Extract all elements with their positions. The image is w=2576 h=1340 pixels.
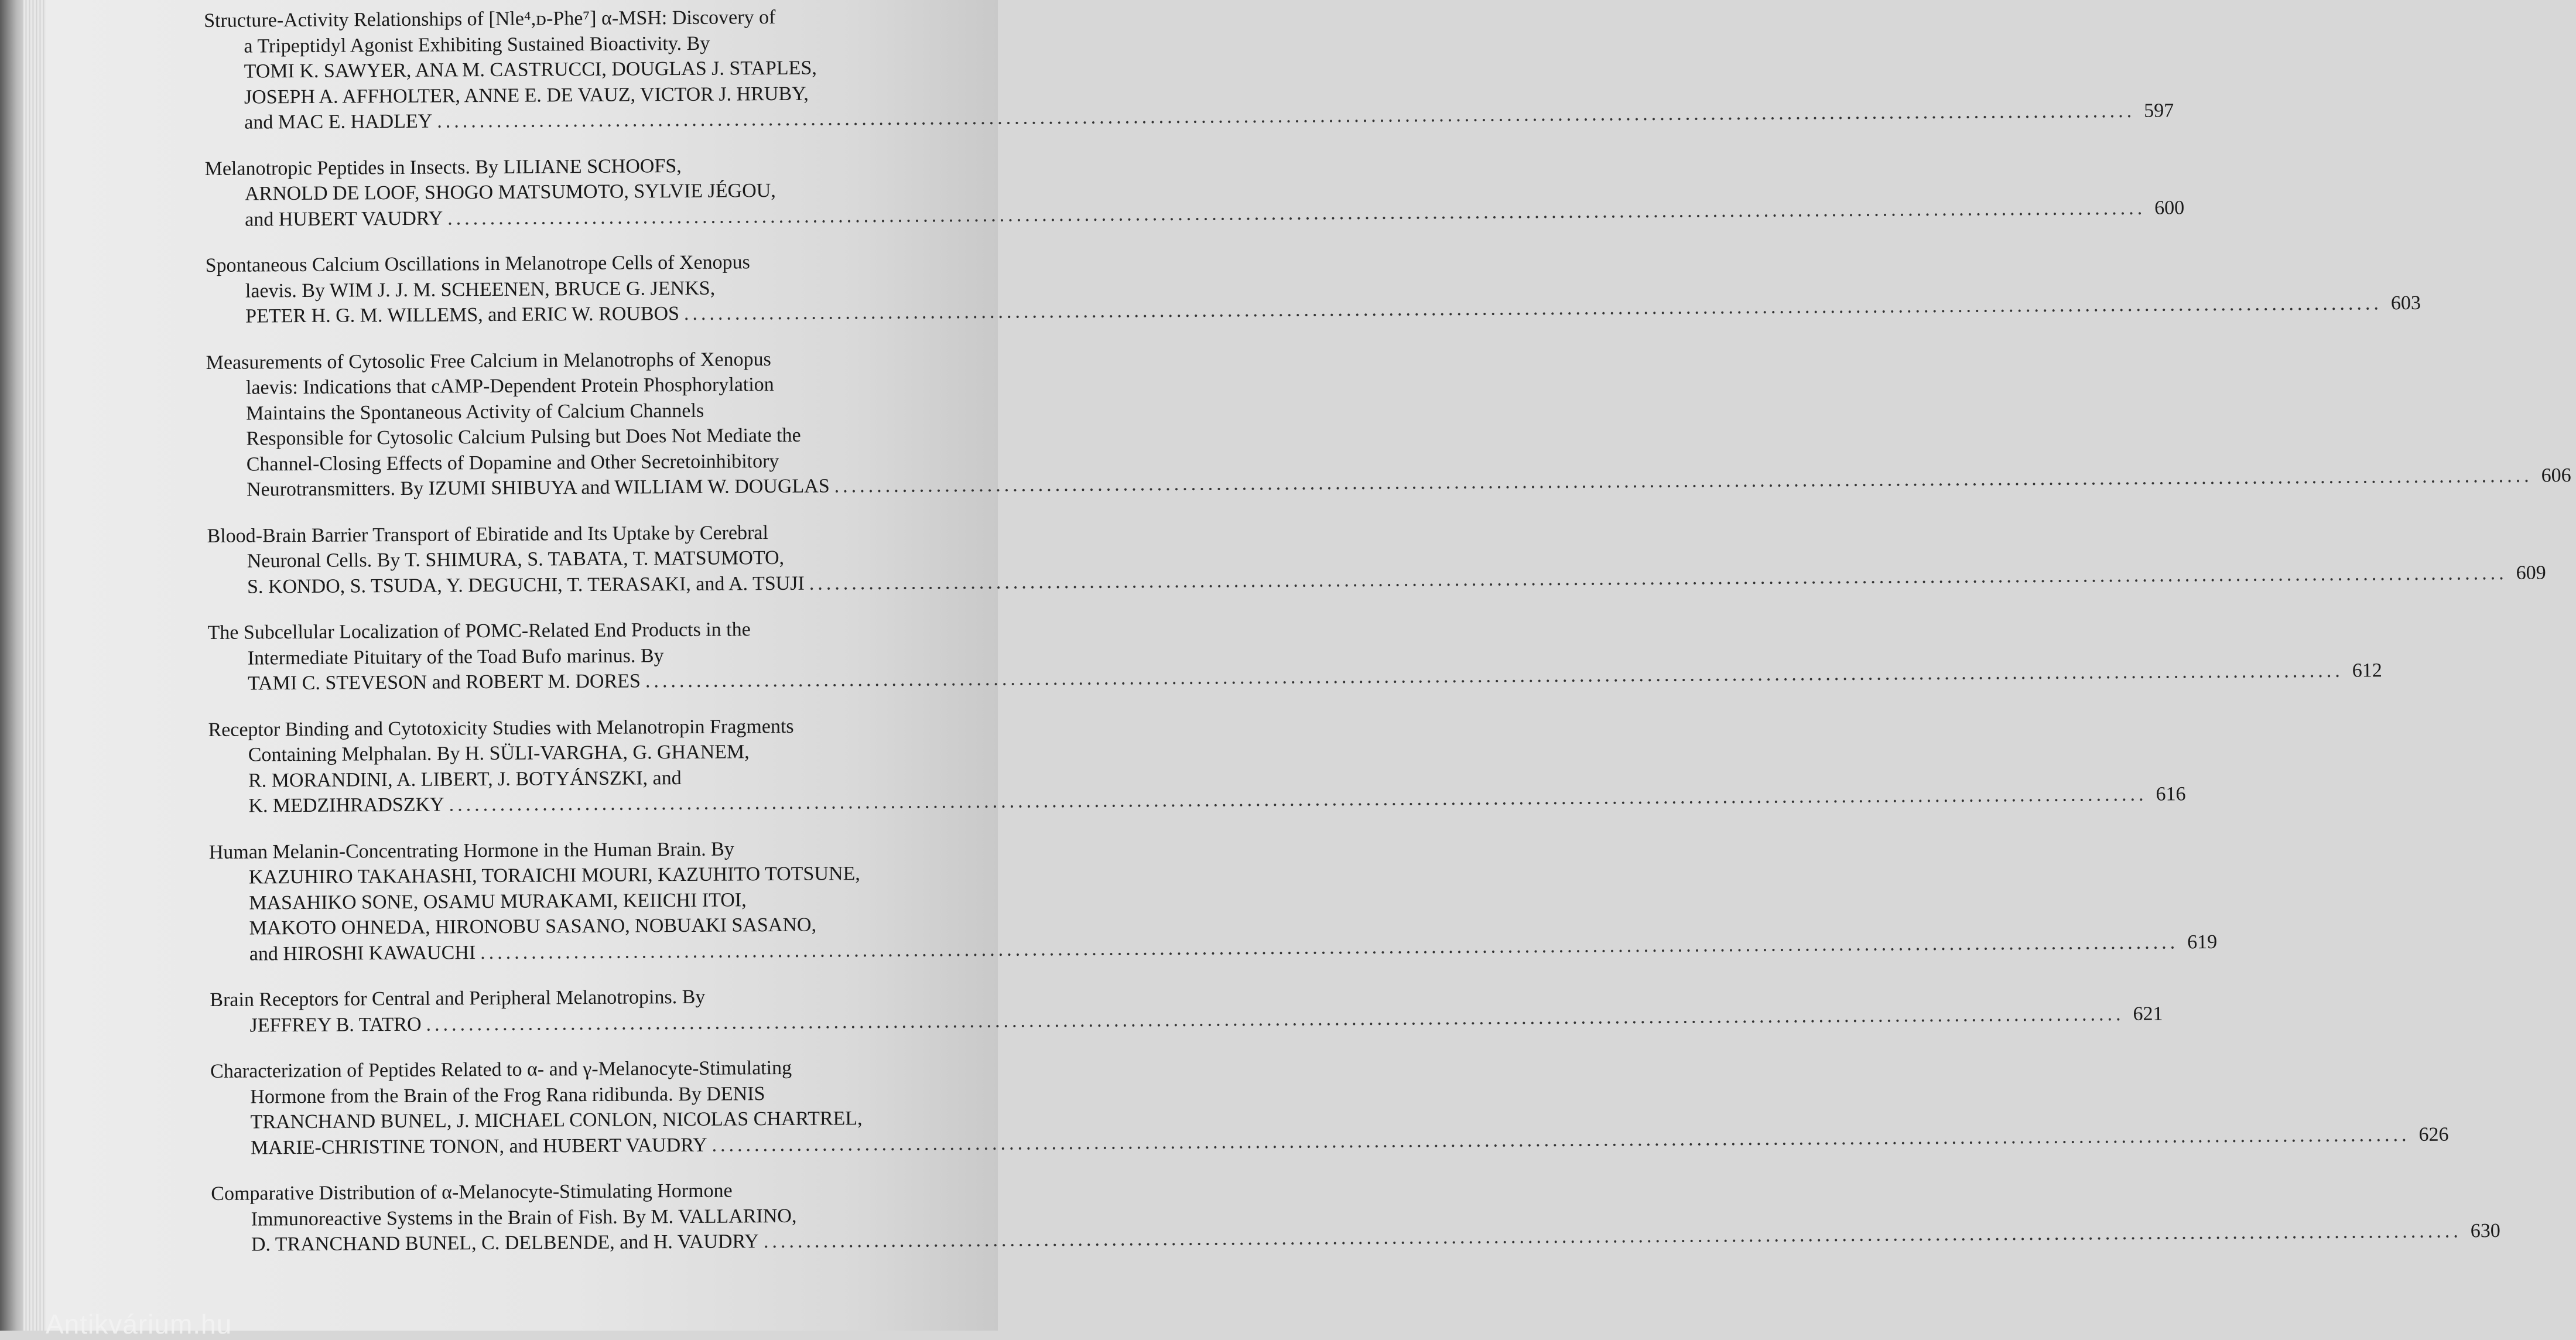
entry-line [208,659,2382,696]
entry-line [207,519,956,549]
page-number: 619 [2187,931,2218,953]
entry-authors-text: and HIROSHI KAWAUCHI [249,941,476,965]
page-stack-edge [23,0,46,1331]
dot-leader: ........................................................................................................................................................................................................ [426,1003,2125,1035]
entry-authors-text: MAKOTO OHNEDA, HIRONOBU SASANO, NOBUAKI SASANO, [249,914,817,939]
entry-line [207,544,957,574]
entry-authors-text: Containing Melphalan. By H. SÜLI-VARGHA, G. GHANEM, [248,741,750,766]
page-number: 630 [2470,1220,2500,1242]
toc-entry [206,346,2571,503]
entry-line [206,422,956,452]
entry-title-text: Brain Receptors for Central and Peripheral Melanotropins. By [210,986,706,1011]
entry-title-text: Melanotropic Peptides in Insects. By LILIANE SCHOOFS, [204,155,682,180]
entry-line [205,177,955,207]
dot-leader: ........................................................................................................................................................................................................ [683,292,2383,325]
entry-title-text: Structure-Activity Relationships of [Nle⁴,ᴅ-Phe⁷] α-MSH: Discovery of [204,6,776,32]
entry-line [204,80,954,110]
entry-line [211,1177,960,1206]
toc-entry [208,835,2218,967]
entry-line [210,931,2218,967]
dot-leader: ........................................................................................................................................................................................................ [834,464,2533,497]
dot-leader: ........................................................................................................................................................................................................ [447,197,2146,229]
entry-authors-text: JOSEPH A. AFFHOLTER, ANNE E. DE VAUZ, VICTOR J. HRUBY, [244,83,809,108]
entry-title-text: Measurements of Cytosolic Free Calcium in Melanotrophs of Xenopus [206,348,771,374]
dot-leader: ........................................................................................................................................................................................................ [645,659,2344,692]
entry-line [208,764,958,794]
entry-line [208,641,957,671]
entry-line [210,1054,960,1084]
entry-line [206,292,2421,329]
dot-leader: ........................................................................................................................................................................................................ [711,1123,2410,1156]
page-number: 609 [2516,562,2546,584]
toc-entry [207,616,2382,696]
toc-entry [204,152,2185,233]
entry-authors-text: K. MEDZIHRADSZKY [248,794,444,817]
entry-line [205,152,955,182]
entry-line [207,464,2571,502]
toc-entry [210,1054,2449,1161]
page-number: 600 [2154,196,2185,219]
dot-leader: ........................................................................................................................................................................................................ [437,100,2136,132]
entry-line [206,396,956,426]
entry-authors-text: Neurotransmitters. By IZUMI SHIBUYA and WILLIAM W. DOUGLAS [246,475,830,501]
entry-line [210,1003,2163,1038]
entry-line [211,1123,2449,1161]
entry-authors-text: MASAHIKO SONE, OSAMU MURAKAMI, KEIICHI ITOI, [249,888,747,914]
toc-entry [211,1177,2500,1257]
entry-title-text: Receptor Binding and Cytotoxicity Studies with Melanotropin Fragments [208,715,794,741]
entry-line [211,1220,2500,1257]
entry-title-text: laevis: Indications that cAMP-Dependent Protein Phosphorylation [245,374,774,399]
entry-line [207,447,956,477]
entry-authors-text: laevis. By WIM J. J. M. SCHEENEN, BRUCE G. JENKS, [245,277,716,302]
page-number: 597 [2144,100,2174,122]
entry-line [209,860,959,890]
dot-leader: ........................................................................................................................................................................................................ [480,931,2179,963]
entry-line [208,783,2186,819]
entry-line [209,911,959,941]
watermark-text: Antikvárium.hu [46,1309,232,1339]
entry-authors-text: KAZUHIRO TAKAHASHI, TORAICHI MOURI, KAZUHITO TOTSUNE, [248,863,860,888]
entry-line [211,1202,961,1232]
entry-title-text: Maintains the Spontaneous Activity of Calcium Channels [246,399,704,425]
page-number: 621 [2133,1003,2163,1025]
entry-title-text: Hormone from the Brain of the Frog Rana ridibunda. By DENIS [250,1082,765,1108]
entry-title-text: Human Melanin-Concentrating Hormone in the Human Brain. By [208,837,734,863]
entry-authors-text: PETER H. G. M. WILLEMS, and ERIC W. ROUBOS [245,303,680,327]
entry-line [204,100,2174,135]
toc-entry [208,713,2186,819]
entry-line [205,196,2185,233]
entry-line [204,29,953,59]
entry-title-text: Channel-Closing Effects of Dopamine and Other Secretoinhibitory [246,450,779,476]
entry-line [206,371,956,401]
entry-authors-text: TOMI K. SAWYER, ANA M. CASTRUCCI, DOUGLAS J. STAPLES, [244,57,817,83]
entry-line [210,983,959,1013]
entry-authors-text: TRANCHAND BUNEL, J. MICHAEL CONLON, NICOLAS CHARTREL, [250,1107,863,1133]
entry-line [210,1080,960,1110]
entry-line [206,346,956,375]
entry-authors-text: and HUBERT VAUDRY [245,207,443,231]
entry-line [204,4,953,33]
entry-line [208,738,958,768]
dot-leader: ........................................................................................................................................................................................................ [449,783,2147,816]
entry-authors-text: JEFFREY B. TATRO [249,1013,422,1037]
entry-title-text: Blood-Brain Barrier Transport of Ebiratide and Its Uptake by Cerebral [207,521,768,547]
dot-leader: ........................................................................................................................................................................................................ [809,562,2507,594]
toc-entry [210,983,2163,1038]
page-number: 626 [2418,1123,2449,1146]
entry-line [207,616,957,645]
entry-authors-text: and MAC E. HADLEY [244,110,433,134]
entry-title-text: Responsible for Cytosolic Calcium Pulsing but Does Not Mediate the [246,424,801,450]
entry-title-text: The Subcellular Localization of POMC-Related End Products in the [207,618,751,644]
entry-line [206,274,955,304]
entry-line [209,835,959,865]
book-binding-edge [0,0,23,1331]
entry-authors-text: S. KONDO, S. TSUDA, Y. DEGUCHI, T. TERASAKI, and A. TSUJI [247,572,805,598]
dot-leader: ........................................................................................................................................................................................................ [763,1220,2462,1253]
entry-title-text: Intermediate Pituitary of the Toad Bufo marinus. By [247,644,664,669]
book-page [46,0,2571,1339]
entry-authors-text: Neuronal Cells. By T. SHIMURA, S. TABATA, T. MATSUMOTO, [247,546,785,572]
entry-authors-text: D. TRANCHAND BUNEL, C. DELBENDE, and H. VAUDRY [251,1230,760,1256]
entry-title-text: a Tripeptidyl Agonist Exhibiting Sustained Bioactivity. By [244,32,710,57]
entry-line [210,1105,960,1135]
entry-authors-text: TAMI C. STEVESON and ROBERT M. DORES [247,670,641,695]
entry-line [209,886,959,916]
page-number: 606 [2541,464,2571,487]
entry-authors-text: ARNOLD DE LOOF, SHOGO MATSUMOTO, SYLVIE JÉGOU, [244,180,776,205]
toc-entry [207,519,2546,600]
toc-entry [205,248,2421,329]
entry-authors-text: Immunoreactive Systems in the Brain of Fish. By M. VALLARINO, [251,1205,797,1230]
entry-line [208,713,957,743]
entry-title-text: Spontaneous Calcium Oscillations in Melanotrope Cells of Xenopus [205,251,750,276]
entry-line [207,562,2546,600]
entry-authors-text: R. MORANDINI, A. LIBERT, J. BOTYÁNSZKI, and [248,767,682,792]
entry-line [206,248,955,278]
page-number: 612 [2352,659,2382,682]
entry-authors-text: MARIE-CHRISTINE TONON, and HUBERT VAUDRY [250,1134,707,1159]
entry-title-text: Characterization of Peptides Related to α- and γ-Melanocyte-Stimulating [210,1057,792,1082]
toc-entry [204,4,2174,135]
page-number: 616 [2156,783,2186,805]
page-number: 603 [2390,292,2421,315]
entry-line [204,54,954,84]
table-of-contents [204,4,2571,1278]
entry-title-text: Comparative Distribution of α-Melanocyte-Stimulating Hormone [211,1180,733,1205]
